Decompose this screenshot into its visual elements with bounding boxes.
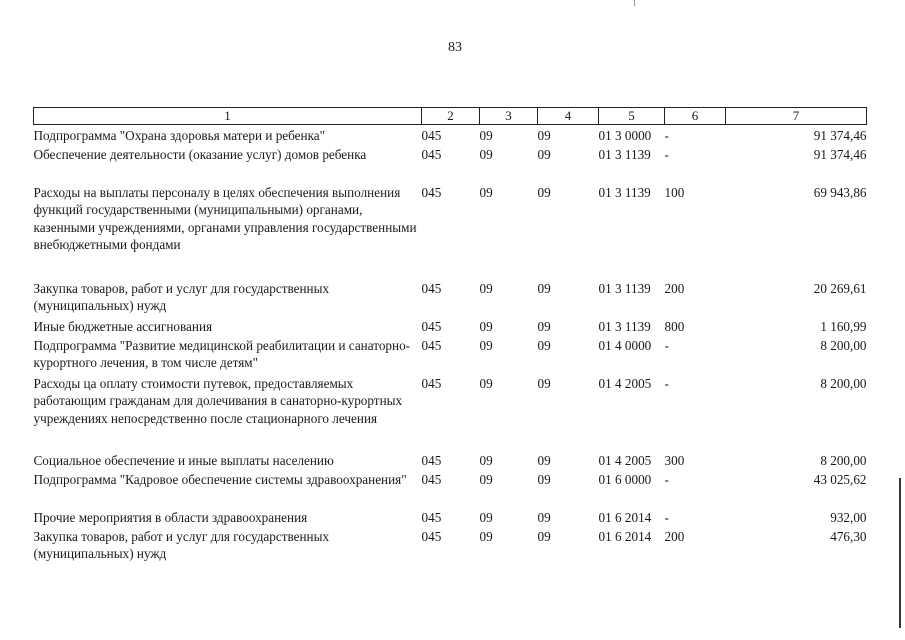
table-row bbox=[34, 469, 867, 507]
table-row bbox=[34, 278, 867, 316]
row-col-7: 476,30 bbox=[830, 528, 867, 544]
page-number: 83 bbox=[448, 40, 462, 55]
row-col-4: 09 bbox=[537, 528, 551, 544]
row-name: Расходы ца оплату стоимости путевок, предоставляемых работающим гражданам для долечивания в санаторно-курортных учреждениях непосредственно после стационарного лечения bbox=[33, 375, 403, 426]
scan-artifact-mark bbox=[634, 0, 635, 6]
row-col-2: 045 bbox=[421, 528, 442, 544]
row-col-2: 045 bbox=[421, 280, 442, 296]
row-name: Закупка товаров, работ и услуг для государственных (муниципальных) нужд bbox=[33, 280, 330, 313]
row-col-4: 09 bbox=[537, 471, 551, 487]
row-col-3: 09 bbox=[479, 127, 493, 143]
row-col-5: 01 6 2014 bbox=[598, 509, 652, 525]
row-name: Расходы на выплаты персоналу в целях обеспечения выполнения функций государственными (муниципальными) органами, казенными учреждениями, органами управления государственными внебюджетными фондами bbox=[33, 184, 417, 252]
row-col-2: 045 bbox=[421, 146, 442, 162]
header-col-7: 7 bbox=[726, 108, 867, 125]
row-name: Обеспечение деятельности (оказание услуг) домов ребенка bbox=[33, 146, 367, 162]
row-col-4: 09 bbox=[537, 127, 551, 143]
row-col-6: - bbox=[664, 375, 669, 391]
row-col-7: 91 374,46 bbox=[813, 146, 867, 162]
row-col-7: 932,00 bbox=[830, 509, 867, 525]
header-row bbox=[34, 108, 867, 125]
row-col-2: 045 bbox=[421, 337, 442, 353]
row-col-3: 09 bbox=[479, 184, 493, 200]
row-col-5: 01 3 1139 bbox=[598, 280, 651, 296]
header-col-4: 4 bbox=[538, 108, 599, 125]
row-col-3: 09 bbox=[479, 528, 493, 544]
table-row bbox=[34, 144, 867, 182]
row-name: Прочие мероприятия в области здравоохранения bbox=[33, 509, 308, 525]
row-col-7: 43 025,62 bbox=[813, 471, 867, 487]
row-col-2: 045 bbox=[421, 184, 442, 200]
row-col-6: 800 bbox=[664, 318, 685, 334]
row-name: Подпрограмма "Развитие медицинской реабилитации и санаторно-курортного лечения, в том числе детям" bbox=[33, 337, 411, 370]
row-col-2: 045 bbox=[421, 375, 442, 391]
row-col-5: 01 4 0000 bbox=[598, 337, 652, 353]
row-col-6: 200 bbox=[664, 528, 685, 544]
header-col-1: 1 bbox=[34, 108, 422, 125]
row-col-3: 09 bbox=[479, 471, 493, 487]
header-col-3: 3 bbox=[480, 108, 538, 125]
row-col-3: 09 bbox=[479, 280, 493, 296]
header-col-2: 2 bbox=[422, 108, 480, 125]
header-col-6: 6 bbox=[665, 108, 726, 125]
table-row bbox=[34, 373, 867, 450]
row-col-3: 09 bbox=[479, 318, 493, 334]
row-col-2: 045 bbox=[421, 471, 442, 487]
row-col-5: 01 3 1139 bbox=[598, 146, 651, 162]
row-name: Социальное обеспечение и иные выплаты населению bbox=[33, 452, 334, 468]
row-col-3: 09 bbox=[479, 452, 493, 468]
row-col-4: 09 bbox=[537, 509, 551, 525]
table-row bbox=[34, 182, 867, 278]
table-row bbox=[34, 507, 867, 526]
row-col-7: 91 374,46 bbox=[813, 127, 867, 143]
row-col-5: 01 4 2005 bbox=[598, 452, 652, 468]
row-col-4: 09 bbox=[537, 452, 551, 468]
row-col-7: 69 943,86 bbox=[813, 184, 867, 200]
row-col-6: - bbox=[664, 509, 669, 525]
row-col-6: - bbox=[664, 337, 669, 353]
row-col-2: 045 bbox=[421, 127, 442, 143]
row-col-4: 09 bbox=[537, 375, 551, 391]
row-col-6: 200 bbox=[664, 280, 685, 296]
row-col-4: 09 bbox=[537, 318, 551, 334]
row-col-6: - bbox=[664, 127, 669, 143]
row-col-6: - bbox=[664, 146, 669, 162]
header-col-5: 5 bbox=[599, 108, 665, 125]
table-row bbox=[34, 450, 867, 469]
row-col-6: 300 bbox=[664, 452, 685, 468]
row-col-2: 045 bbox=[421, 509, 442, 525]
table-row bbox=[34, 316, 867, 335]
row-col-4: 09 bbox=[537, 337, 551, 353]
row-col-5: 01 3 1139 bbox=[598, 318, 651, 334]
row-col-3: 09 bbox=[479, 509, 493, 525]
row-name: Подпрограмма "Кадровое обеспечение системы здравоохранения" bbox=[33, 471, 407, 487]
row-name: Иные бюджетные ассигнования bbox=[33, 318, 213, 334]
row-col-5: 01 6 0000 bbox=[598, 471, 652, 487]
row-col-5: 01 3 1139 bbox=[598, 184, 651, 200]
row-col-7: 20 269,61 bbox=[813, 280, 867, 296]
row-col-7: 8 200,00 bbox=[820, 452, 867, 468]
row-col-7: 8 200,00 bbox=[820, 375, 867, 391]
table-row bbox=[34, 125, 867, 145]
row-col-3: 09 bbox=[479, 146, 493, 162]
row-col-5: 01 4 2005 bbox=[598, 375, 652, 391]
table-row bbox=[34, 526, 867, 564]
scan-edge-line bbox=[899, 478, 901, 628]
row-col-5: 01 6 2014 bbox=[598, 528, 652, 544]
row-col-3: 09 bbox=[479, 375, 493, 391]
row-col-4: 09 bbox=[537, 280, 551, 296]
row-col-7: 1 160,99 bbox=[820, 318, 867, 334]
budget-table bbox=[33, 107, 867, 564]
row-col-2: 045 bbox=[421, 452, 442, 468]
table-row bbox=[34, 335, 867, 373]
row-col-5: 01 3 0000 bbox=[598, 127, 652, 143]
row-name: Закупка товаров, работ и услуг для государственных (муниципальных) нужд bbox=[33, 528, 330, 561]
row-col-4: 09 bbox=[537, 184, 551, 200]
row-col-3: 09 bbox=[479, 337, 493, 353]
row-col-2: 045 bbox=[421, 318, 442, 334]
row-col-6: 100 bbox=[664, 184, 685, 200]
row-col-6: - bbox=[664, 471, 669, 487]
row-col-7: 8 200,00 bbox=[820, 337, 867, 353]
row-col-4: 09 bbox=[537, 146, 551, 162]
row-name: Подпрограмма "Охрана здоровья матери и ребенка" bbox=[33, 127, 326, 143]
